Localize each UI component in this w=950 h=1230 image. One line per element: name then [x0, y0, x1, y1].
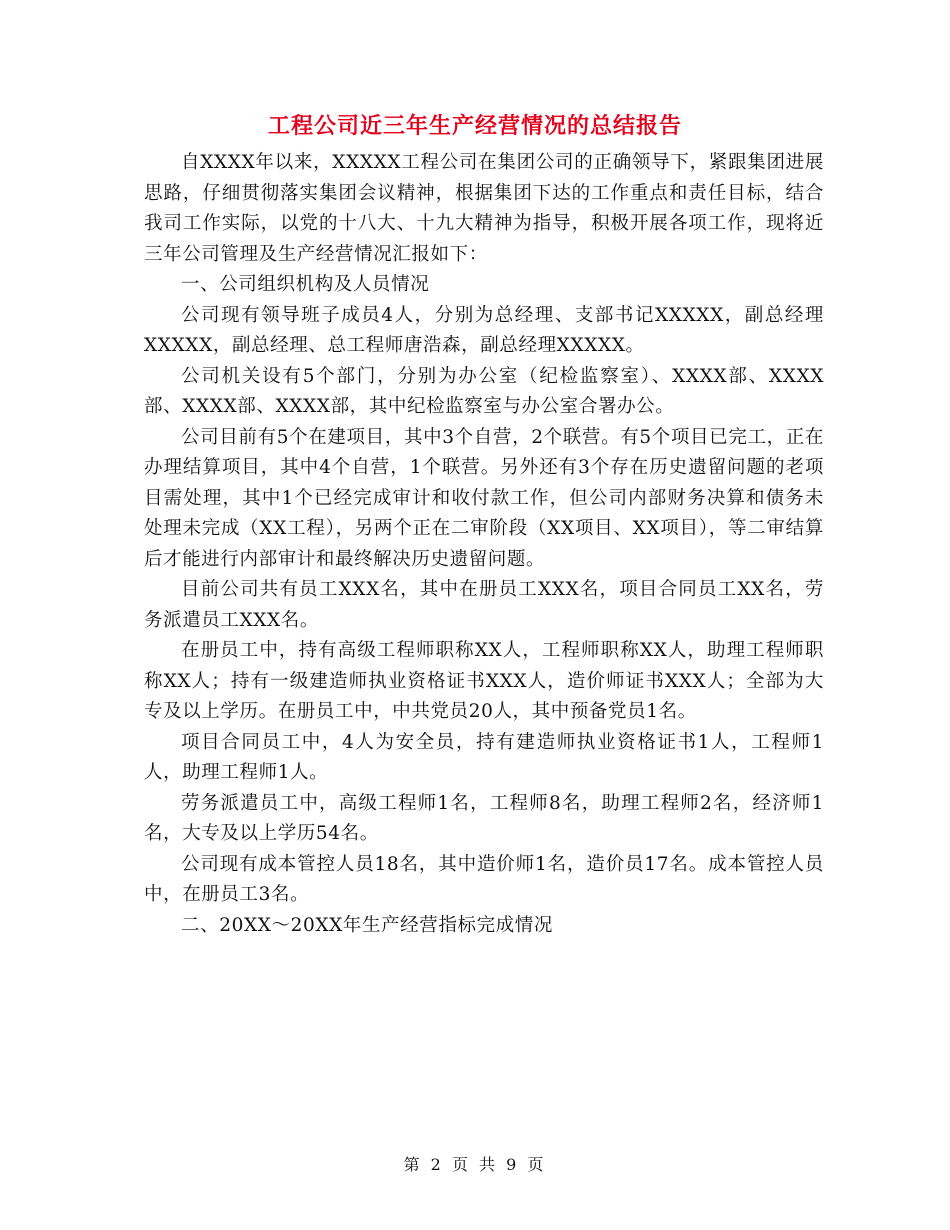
paragraph-projects: 公司目前有5个在建项目，其中3个自营，2个联营。有5个项目已完工，正在办理结算项目，其中4个自营，1个联营。另外还有3个存在历史遗留问题的老项目需处理，其中1个已经完成审计和收付款工作，但公司内部财务决算和债务未处理未完成（XX工程），另两个正在二审阶段（XX项目、XX项目），等二审结算后才能进行内部审计和最终解决历史遗留问题。 — [144, 426, 824, 570]
paragraph-intro: 自XXXX年以来，XXXXX工程公司在集团公司的正确领导下，紧跟集团进展思路，仔细贯彻落实集团会议精神，根据集团下达的工作重点和责任目标，结合我司工作实际，以党的十八大、十九大精神为指导，积极开展各项工作，现将近三年公司管理及生产经营情况汇报如下： — [144, 152, 824, 265]
paragraph-cost-control: 公司现有成本管控人员18名，其中造价师1名，造价员17名。成本管控人员中，在册员工3名。 — [144, 853, 824, 905]
paragraph-leadership: 公司现有领导班子成员4人，分别为总经理、支部书记XXXXX，副总经理XXXXX，副总经理、总工程师唐浩森，副总经理XXXXX。 — [144, 304, 824, 356]
paragraph-departments: 公司机关设有5个部门，分别为办公室（纪检监察室）、XXXX部、XXXX部、XXXX部、XXXX部，其中纪检监察室与办公室合署办公。 — [144, 365, 824, 417]
paragraph-registered-staff: 在册员工中，持有高级工程师职称XX人，工程师职称XX人，助理工程师职称XX人；持有一级建造师执业资格证书XXX人，造价师证书XXX人；全部为大专及以上学历。在册员工中，中共党员20人，其中预备党员1名。 — [144, 640, 824, 722]
document-body — [144, 148, 824, 941]
section-heading-organization: 一、公司组织机构及人员情况 — [181, 274, 430, 295]
page-footer: 第 2 页 共 9 页 — [403, 1155, 547, 1174]
paragraph-dispatched-staff: 劳务派遣员工中，高级工程师1名，工程师8名，助理工程师2名，经济师1名，大专及以上学历54名。 — [144, 792, 824, 844]
section-heading-indicators: 二、20XX～20XX年生产经营指标完成情况 — [181, 914, 553, 936]
document-title: 工程公司近三年生产经营情况的总结报告 — [267, 113, 682, 139]
paragraph-contract-staff: 项目合同员工中，4人为安全员，持有建造师执业资格证书1人，工程师1人，助理工程师1人。 — [144, 731, 824, 783]
paragraph-staff-total: 目前公司共有员工XXX名，其中在册员工XXX名，项目合同员工XX名，劳务派遣员工XXX名。 — [144, 579, 824, 631]
